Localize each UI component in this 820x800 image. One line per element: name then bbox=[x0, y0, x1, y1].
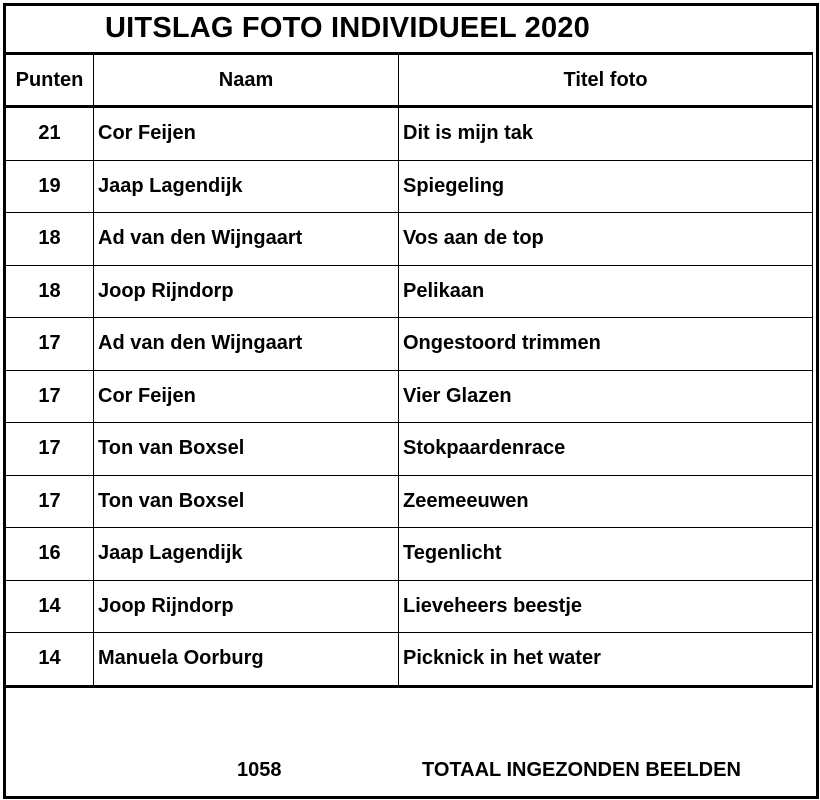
cell-naam: Cor Feijen bbox=[94, 370, 399, 423]
cell-titel: Lieveheers beestje bbox=[399, 580, 813, 633]
table-row bbox=[6, 160, 813, 213]
column-header-titel-foto: Titel foto bbox=[399, 54, 813, 107]
cell-naam: Cor Feijen bbox=[94, 107, 399, 161]
cell-titel: Dit is mijn tak bbox=[399, 107, 813, 161]
table-row bbox=[6, 213, 813, 266]
cell-naam: Ad van den Wijngaart bbox=[94, 213, 399, 266]
table-row bbox=[6, 475, 813, 528]
total-label: TOTAAL INGEZONDEN BEELDEN bbox=[422, 759, 741, 781]
cell-punten: 14 bbox=[6, 633, 94, 687]
table-row bbox=[6, 528, 813, 581]
cell-naam: Ton van Boxsel bbox=[94, 475, 399, 528]
table-row bbox=[6, 318, 813, 371]
cell-naam: Joop Rijndorp bbox=[94, 265, 399, 318]
cell-titel: Pelikaan bbox=[399, 265, 813, 318]
table-row bbox=[6, 580, 813, 633]
cell-naam: Ton van Boxsel bbox=[94, 423, 399, 476]
cell-punten: 19 bbox=[6, 160, 94, 213]
cell-punten: 18 bbox=[6, 213, 94, 266]
results-table bbox=[5, 52, 813, 688]
cell-punten: 17 bbox=[6, 318, 94, 371]
column-header-naam: Naam bbox=[94, 54, 399, 107]
total-count: 1058 bbox=[237, 759, 282, 781]
cell-punten: 17 bbox=[6, 475, 94, 528]
cell-titel: Stokpaardenrace bbox=[399, 423, 813, 476]
cell-titel: Zeemeeuwen bbox=[399, 475, 813, 528]
table-header-row bbox=[6, 54, 813, 107]
cell-punten: 16 bbox=[6, 528, 94, 581]
cell-punten: 14 bbox=[6, 580, 94, 633]
cell-punten: 17 bbox=[6, 370, 94, 423]
cell-titel: Picknick in het water bbox=[399, 633, 813, 687]
table-row bbox=[6, 370, 813, 423]
cell-naam: Ad van den Wijngaart bbox=[94, 318, 399, 371]
cell-titel: Vos aan de top bbox=[399, 213, 813, 266]
cell-titel: Spiegeling bbox=[399, 160, 813, 213]
cell-naam: Joop Rijndorp bbox=[94, 580, 399, 633]
cell-punten: 17 bbox=[6, 423, 94, 476]
cell-titel: Vier Glazen bbox=[399, 370, 813, 423]
cell-titel: Tegenlicht bbox=[399, 528, 813, 581]
column-header-punten: Punten bbox=[6, 54, 94, 107]
cell-naam: Manuela Oorburg bbox=[94, 633, 399, 687]
table-row bbox=[6, 107, 813, 161]
page-title: UITSLAG FOTO INDIVIDUEEL 2020 bbox=[105, 12, 590, 44]
cell-naam: Jaap Lagendijk bbox=[94, 528, 399, 581]
cell-naam: Jaap Lagendijk bbox=[94, 160, 399, 213]
table-row bbox=[6, 423, 813, 476]
table-row bbox=[6, 265, 813, 318]
cell-punten: 21 bbox=[6, 107, 94, 161]
cell-punten: 18 bbox=[6, 265, 94, 318]
cell-titel: Ongestoord trimmen bbox=[399, 318, 813, 371]
table-row bbox=[6, 633, 813, 687]
